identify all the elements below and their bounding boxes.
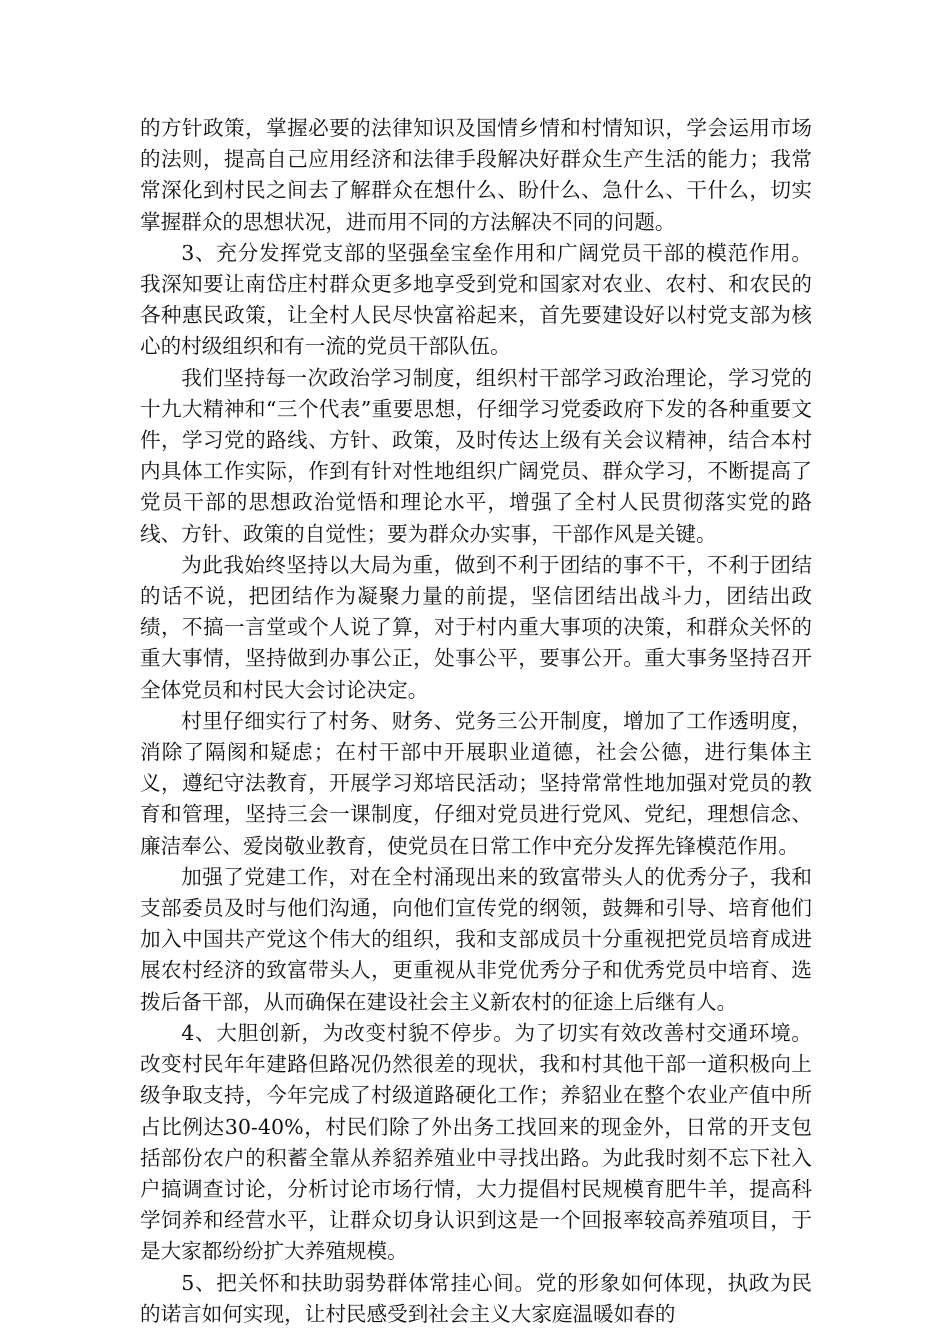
document-body	[140, 113, 812, 1330]
paragraph-6: 加强了党建工作，对在全村涌现出来的致富带头人的优秀分子，我和支部委员及时与他们沟通，向他们宣传党的纲领，鼓舞和引导、培育他们加入中国共产党这个伟大的组织，我和支部成员十分重视把党员培育成进展农村经济的致富带头人，更重视从非党优秀分子和优秀党员中培育、选拨后备干部，从而确保在建设社会主义新农村的征途上后继有人。	[140, 864, 812, 1014]
paragraph-5: 村里仔细实行了村务、财务、党务三公开制度，增加了工作透明度，消除了隔阂和疑虑；在村干部中开展职业道德，社会公德，进行集体主义，遵纪守法教育，开展学习郑培民活动；坚持常常性地加强对党员的教育和管理，坚持三会一课制度，仔细对党员进行党风、党纪，理想信念、廉洁奉公、爱岗敬业教育，使党员在日常工作中充分发挥先锋模范作用。	[140, 708, 812, 858]
paragraph-8: 5、把关怀和扶助弱势群体常挂心间。党的形象如何体现，执政为民的诺言如何实现，让村民感受到社会主义大家庭温暖如春的	[140, 1270, 812, 1326]
paragraph-2: 3、充分发挥党支部的坚强垒宝垒作用和广阔党员干部的模范作用。我深知要让南岱庄村群众更多地享受到党和国家对农业、农村、和农民的各种惠民政策，让全村人民尽快富裕起来，首先要建设好以村党支部为核心的村级组织和有一流的党员干部队伍。	[140, 240, 812, 359]
paragraph-1: 的方针政策，掌握必要的法律知识及国情乡情和村情知识，学会运用市场的法则，提高自己应用经济和法律手段解决好群众生产生活的能力；我常常深化到村民之间去了解群众在想什么、盼什么、急什么、干什么，切实掌握群众的思想状况，进而用不同的方法解决不同的问题。	[140, 116, 812, 234]
paragraph-7: 4、大胆创新，为改变村貌不停步。为了切实有效改善村交通环境。改变村民年年建路但路况仍然很差的现状，我和村其他干部一道积极向上级争取支持，今年完成了村级道路硬化工作；养貂业在整个农业产值中所占比例达30-40%，村民们除了外出务工找回来的现金外，日常的开支包括部份农户的积蓄全靠从养貂养殖业中寻找出路。为此我时刻不忘下社入户搞调查讨论，分析讨论市场行情，大力提倡村民规模育肥牛羊，提高科学饲养和经营水平，让群众切身认识到这是一个回报率较高养殖项目，于是大家都纷纷扩大养殖规模。	[140, 1020, 812, 1264]
paragraph-4: 为此我始终坚持以大局为重，做到不利于团结的事不干，不利于团结的话不说，把团结作为凝聚力量的前提，坚信团结出战斗力，团结出政绩，不搞一言堂或个人说了算，对于村内重大事项的决策，和群众关怀的重大事情，坚持做到办事公正，处事公平，要事公开。重大事务坚持召开全体党员和村民大会讨论决定。	[140, 552, 812, 702]
paragraph-3: 我们坚持每一次政治学习制度，组织村干部学习政治理论，学习党的十九大精神和“三个代表”重要思想，仔细学习党委政府下发的各种重要文件，学习党的路线、方针、政策，及时传达上级有关会议精神，结合本村内具体工作实际，作到有针对性地组织广阔党员、群众学习，不断提高了党员干部的思想政治觉悟和理论水平，增强了全村人民贯彻落实党的路线、方针、政策的自觉性；要为群众办实事，干部作风是关键。	[140, 365, 812, 546]
